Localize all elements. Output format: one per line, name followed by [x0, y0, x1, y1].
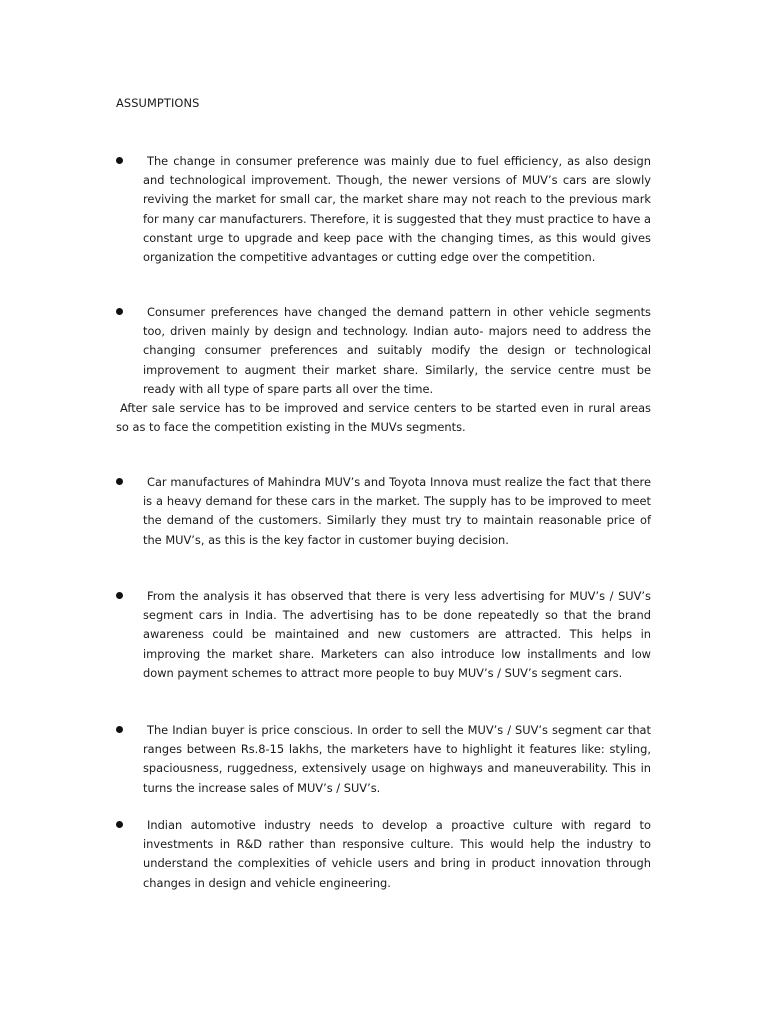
bullet-paragraph-3: Car manufactures of Mahindra MUV’s and Toyota Innova must realize the fact that there is a heavy demand for these cars in the market. The supply has to be improved to meet the demand of the customers. Similarly they must try to maintain reasonable price of the MUV’s, as this is the key factor in customer buying decision.	[143, 475, 651, 547]
bullet-dot	[116, 726, 123, 733]
bullet-dot	[116, 478, 123, 485]
bullet-paragraph-6: Indian automotive industry needs to develop a proactive culture with regard to investments in R&D rather than responsive culture. This would help the industry to understand the complexities of vehicle users and bring in product innovation through changes in design and vehicle engineering.	[143, 818, 651, 890]
bullet-dot	[116, 592, 123, 599]
bullet-paragraph-4: From the analysis it has observed that there is very less advertising for MUV’s / SUV’s segment cars in India. The advertising has to be done repeatedly so that the brand awareness could be maintained and new customers are attracted. This helps in improving the market share. Marketers can also introduce low installments and low down payment schemes to attract more people to buy MUV’s / SUV’s segment cars.	[143, 589, 651, 680]
bullet-dot	[116, 157, 123, 164]
bullet-paragraph-1: The change in consumer preference was mainly due to fuel efficiency, as also design and technological improvement. Though, the newer versions of MUV’s cars are slowly reviving the market for small car, the market share may not reach to the previous mark for many car manufacturers. Therefore, it is suggested that they must practice to have a constant urge to upgrade and keep pace with the changing times, as this would gives organization the competitive advantages or cutting edge over the competition.	[143, 154, 651, 265]
bullet-dot	[116, 821, 123, 828]
bullet-dot	[116, 308, 123, 315]
bullet-paragraph-2: Consumer preferences have changed the demand pattern in other vehicle segments too, driven mainly by design and technology. Indian auto- majors need to address the changing consumer preferences and suitably modify the design or technological improvement to augment their market share. Similarly, the service centre must be ready with all type of spare parts all over the time.	[143, 305, 651, 396]
bullet-paragraph-5: The Indian buyer is price conscious. In order to sell the MUV’s / SUV’s segment car that ranges between Rs.8-15 lakhs, the marketers have to highlight it features like: styling, spaciousness, ruggedness, extensively usage on highways and maneuverability. This in turns the increase sales of MUV’s / SUV’s.	[143, 723, 651, 795]
page-title: ASSUMPTIONS	[116, 96, 200, 110]
after-sale-paragraph: After sale service has to be improved and service centers to be started even in rural areas so as to face the competition existing in the MUVs segments.	[116, 401, 651, 435]
